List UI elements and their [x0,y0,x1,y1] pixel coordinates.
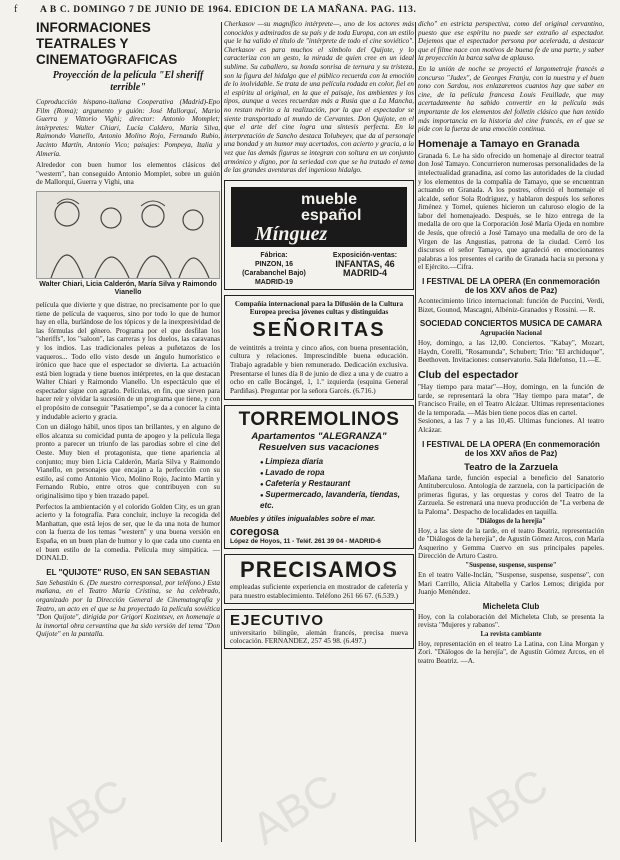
ad-service-item: ● Supermercado, lavandería, tiendas, etc. [260,490,408,511]
film-still-photo [36,191,220,279]
article-body: En el teatro Valle-Inclán, "Suspense, suspense, suspense", con Mari Carrillo, Alicia Altabella y Carlos Lemos; dirigida por Juanjo Menéndez. [418,570,604,597]
article-body: Hoy, domingo, a las 12,00. Conciertos. "Kabay", Mozart, Haydn, Corelli, "Rosamunda", Schubert; Trío: "El archiduque", Beethoven. Invitaciones: conservatorio. Sala Ildefonso, 11.—E. [418,339,604,365]
article-body: Granada 6. Le ha sido ofrecido un homenaje al director teatral don José Tamayo. Concurrieron numerosas personalidades de la intelectualidad granadina, así como las autoridades de la ciudad y los elementos de la compañía de Tamayo, que se encuentran actuando en Granada. A los postres, ofreció el homenaje el alcalde, señor Sola Rodríguez, y hablaron después los señores Jiménez y Tornel, quienes hicieron un caluroso elogio de la labor del homenajeado. Después, se le hizo entrega de la medalla de oro que la Corporación José María Ojeda en nombre de Jesús, que ofreció a José Tamayo una medalla de oro de la Virgen de las Angustias, patrona de la ciudad. Cerró los discursos el señor Tamayo, que agradeció en emocionantes palabras a los presentes el cariño de Granada hacia su persona y el Ejército.—Cifra. [418,151,604,272]
column-left [36,20,220,846]
section-subtitle: "Diálogos de la herejía" [476,517,546,525]
ad-title: TORREMOLINOS [238,409,400,431]
ad-precisamos [224,554,414,603]
article-body: Cherkasov —su magnífico intérprete—, uno de los actores más conocidos y admirados de su país y de toda Europa, con un estilo que le ha valido el título de "intérprete de todo el cine soviético". Cherkasov es para muchos el símbolo del Quijote, y lo caracteriza con un gesto, la mirada de quien cree en un ideal sublime. Su caballero, su honda sonrisa de ternura y su tristeza, son la figura del hidalgo que el público recuerda con la emoción de lo inolvidable. Se trata de una película rodada en color, fiel en el espíritu al original, en la que el paisaje, los ambientes y los tipos, aunque a veces recuerdan más a Rusia que a La Mancha, no restan mérito a la realización, por la que el espectador se siente transportado al mundo de Cervantes. Don Quijote, en el que el arte del cine logra una síntesis perfecta. En la interpretación de Sancho destaca Tolubeyev, que da al personaje una bondad y un humor muy acertados, con acierto y gracia, a la vez que las demás figuras se integran con soltura en un conjunto armónico y digno, por la seriedad con que se ha tratado el tema de las grandes aventuras del ingenioso hidalgo. [224,20,414,175]
column-divider [221,22,222,842]
ad-services-list [260,457,408,511]
article-subhead: Proyección de la película "El sheriff terrible" [52,70,204,93]
ad-street: PINZON, 16 [254,260,294,268]
column-middle [224,20,414,846]
article-body: Perfectos la ambientación y el colorido Golden City, es un gran acierto y la fotografía. Para concluir, incluye la recogida del Manhattan, que está lejos de ser, que le da una nota de humor con la fuerza de los temas "western" y una buena versión en España, en un buen plan de humor y lo que cada uno cuenta en el buen estilo de la comedia. Película muy simpática. —DONALD. [36,502,220,563]
article-body: Hoy, representación en el teatro La Latina, con Lina Morgan y Zori. "Diálogos de la herejía", de Agustín Gómez Arcos, en el teatro Beatriz. —A. [418,639,604,666]
ad-note: (Carabanchel Bajo) [242,269,306,277]
article-body: Sesiones, a las 7 y a las 10,45. Ultimas funciones. Al teatro Alcázar. [418,417,604,434]
article-body: "Hay tiempo para matar"—Hoy, domingo, en la función de tarde, se representará la obra "Hay tiempo para matar", de Francisco Fraile, en el Teatro Alcázar. Ultimas representaciones de la temporada. —Más bien tiene pocos días en cartel. [418,383,604,417]
section-headline: Club del espectador [418,369,519,381]
ad-subtitle: Apartamentos "ALEGRANZA" [251,431,387,443]
ad-banner [231,187,407,247]
section-headline: INFORMACIONES TEATRALES Y CINEMATOGRAFICAS [36,20,178,67]
ad-body: de veintitrés a treinta y cinco años, con buena presentación, cultura y relaciones. Imprescindible buena educación. Trabajo agradable y bien remunerado. Dedicación exclusiva. Presentarse el lunes día 8 de junio de diez a una y de cuatro a ocho en calle Bocángel, 1, 1.º izquierda (esquina General Pardiñas). Preguntar por la señora Garcés. (6.716.) [230,343,408,395]
section-title: Micheleta Club [482,601,540,611]
ad-tagline: Muebles y útiles inigualables sobre el mar. [230,514,376,524]
ad-service-item: ● Cafetería y Restaurant [260,479,408,490]
ad-title: SEÑORITAS [252,318,386,341]
section-subtitle: Agrupación Nacional [480,330,542,338]
section-headline: Homenaje a Tamayo en Granada [418,137,580,150]
ad-title: EJECUTIVO [230,611,325,629]
article-body: San Sebastián 6. (De nuestro corresponsal, por teléfono.) Esta mañana, en el Teatro María Cristina, se ha celebrado, organizado por la Dirección General de Cinematografía y Teatro, un acto en el que se ha proyectado la película soviética "Don Quijote", dirigida por Grigori Kozintsev, en homenaje a la inmortal obra cervantina que ha sido versión del tema "Don Quijote" en la pantalla. [36,578,220,639]
section-title: I FESTIVAL DE LA OPERA (En conmemoración de los XXV años de Paz) [422,277,600,296]
ad-ejecutivo [224,609,414,649]
ad-body: empleadas suficiente experiencia en mostrador de cafetería y para nuestro establecimiento. Teléfono 261 66 67. (6.539.) [230,583,408,601]
article-body: En la unión de noche se proyectó el largometraje francés a concurso "Judex", de Georges Franju, con la nuestra y el buen tono con Sardou, nos enlazaremos cuantos hay que saber en cine, de la película francesa Louis Feuillade, que muy acertadamente ha sabido convertir en la película más importante de los elementos del folletín clásico que han tenido más importancia en la historia del cine francés, en el que se pide con la fuerza de una emoción continua. [418,64,604,134]
photo-caption: Walter Chiari, Licia Calderón, María Silva y Raimondo Vianello [39,280,217,296]
section-title: SOCIEDAD CONCIERTOS MUSICA DE CAMARA [419,319,603,329]
section-subtitle: "Suspense, suspense, suspense" [465,561,557,569]
ad-label: Exposición-ventas: [332,251,398,259]
ad-city: MADRID-19 [254,278,294,286]
ad-expo-address [323,251,407,278]
column-right [418,20,604,846]
ad-service-item: ● Lavado de ropa [260,468,408,479]
corner-mark: f [14,4,18,15]
ad-brand: Mínguez [255,222,328,245]
article-body: Mañana tarde, función especial a beneficio del Sanatorio Antituberculoso. Antología de zarzuela, con la participación de primeras figuras, y las orquestas y coros del Teatro de la Zarzuela. Se estrenará una nueva producción de "La verbena de la Paloma". Despacho de localidades en taquilla. [418,473,604,516]
ad-body: universitario bilingüe, alemán francés, precisa nueva colocación. FERNANDEZ, 257 45 98. (6.497.) [230,628,408,646]
ad-senoritas [224,295,414,401]
ad-address: López de Hoyos, 11 - Teléf. 261 39 04 - MADRID-6 [230,538,381,546]
ad-factory-address [239,251,309,287]
watermark: ABC [33,769,137,860]
ad-word: español [301,206,362,224]
section-subtitle: La revista cambiante [480,630,542,638]
ad-service-item: ● Limpieza diaria [260,457,408,468]
article-body: Acontecimiento lírico internacional: función de Puccini, Verdi, Bizet, Gounod, Mascagni, Albéniz-Granados y Rossini. — R. [418,297,604,314]
ad-street: INFANTAS, 46 [335,258,395,269]
watermark: ABC [243,764,347,855]
article-body: película que divierte y que distrae, no precisamente por lo que tiene de película de vaqueros, sino por todo lo que de humor hay en ella, burlándose de los tópicos y de la inexpresividad de las fórmulas del género. Programa por el que desfilan los "sheriffs", los "saloon", las carreras y los duelos, las caravanas y los indios. Las tradicionales peleas a puñetazos de los vaqueros... Todo ello visto desde un ángulo humorístico e irónico que hace que el espectador se divierta. La actuación está bien lograda y tiene buenos intérpretes, en la que destacan Walter Chiari y Raimondo Vianello. Un espectáculo que el espectador sigue con agrado. Películas, en fin, que sirven para hacer reír y olvidar la sucesión de un programa que tiene, y con el propósito de conseguir "Pasatiempo", se da a conocer la cinta y indudable acierto y gracia. [36,300,220,421]
ad-intro: Compañía internacional para la Difusión de la Cultura Europea precisa jóvenes cultas y distinguidas [234,299,404,317]
column-divider [415,22,416,842]
article-body: Hoy, con la colaboración del Micheleta Club, se presenta la revista "Mujeres y rabanos". [418,612,604,630]
ad-label: Fábrica: [260,251,288,259]
page-header: A B C. DOMINGO 7 DE JUNIO DE 1964. EDICION DE LA MAÑANA. PAG. 113. [40,5,417,15]
article-body: Hoy, a las siete de la tarde, en el teatro Beatriz, representación de "Diálogos de la herejía", de Agustín Gómez Arcos, con María Asquerino y Gemma Cuervo en sus principales papeles. Dirección de Arturo Castro. [418,526,604,561]
watermark: ABC [453,759,557,850]
section-title: I FESTIVAL DE LA OPERA (En conmemoración de los XXV años de Paz) [422,439,600,458]
section-title: Teatro de la Zarzuela [464,461,558,473]
ad-torremolinos [224,405,414,549]
ad-subtitle: Resuelven sus vacaciones [258,442,380,454]
ad-brand: coregosa [230,526,279,539]
article-body: dicho" en estricta perspectiva, como del original cervantino, puesto que ese espíritu no puede ser extraño al espectador. Dejemos que el espectador persona por acelerada, a destacar que el filme nace con motivos de buena fe de una parte, y saber la proyección la barca salva de aplauso. [418,20,604,63]
article-body: Con un diálogo hábil, unos tipos tan brillantes, y en alguno de ellos alcanza su comicidad punta de apogeo y la película llega pronto a parecer un triunfo de las parodias sobre el cine del Oeste. Muy bien el protagonista, que tiene apariencia al conjunto; muy bien Licia Calderón, María Silva y Raimondo Vianello, en personajes que encajan a la perfección con su estilo, así como Antonio Vico, Molino Rojo, Jacinto Martín y Fernando Rubio, entre otros que contribuyen con su originalísimo tipo y bien trazado papel. [36,423,220,500]
film-credits: Coproducción hispano-italiana Cooperativa (Madrid)-Epo Film (Roma); argumento y guión: José Mallorquí, Mario Guerra y Vittorio Vighi; director: Antonio Momplet; intérpretes: Walter Chiari, Lucía Caldero, María Silva, Raimondo Vianello, Antonio Molino Rojo, Fernando Rubio, Jacinto Martín, Antonio Vico; paisajes: Pompeya, Italia y Almería. [36,98,220,158]
ad-mueble-espanol [224,180,414,290]
article-intro: Alrededor con buen humor los elementos clásicos del "western", han conseguido Antonio Momplet, sobre un guión de Mallorquí, Guerra y Vighi, una [36,161,220,187]
ad-city: MADRID-4 [343,267,387,278]
photo-illustration [37,192,220,278]
ad-title: PRECISAMOS [240,557,398,583]
ad-word: mueble [301,190,358,208]
section-title: EL "QUIJOTE" RUSO, EN SAN SEBASTIAN [46,567,210,577]
